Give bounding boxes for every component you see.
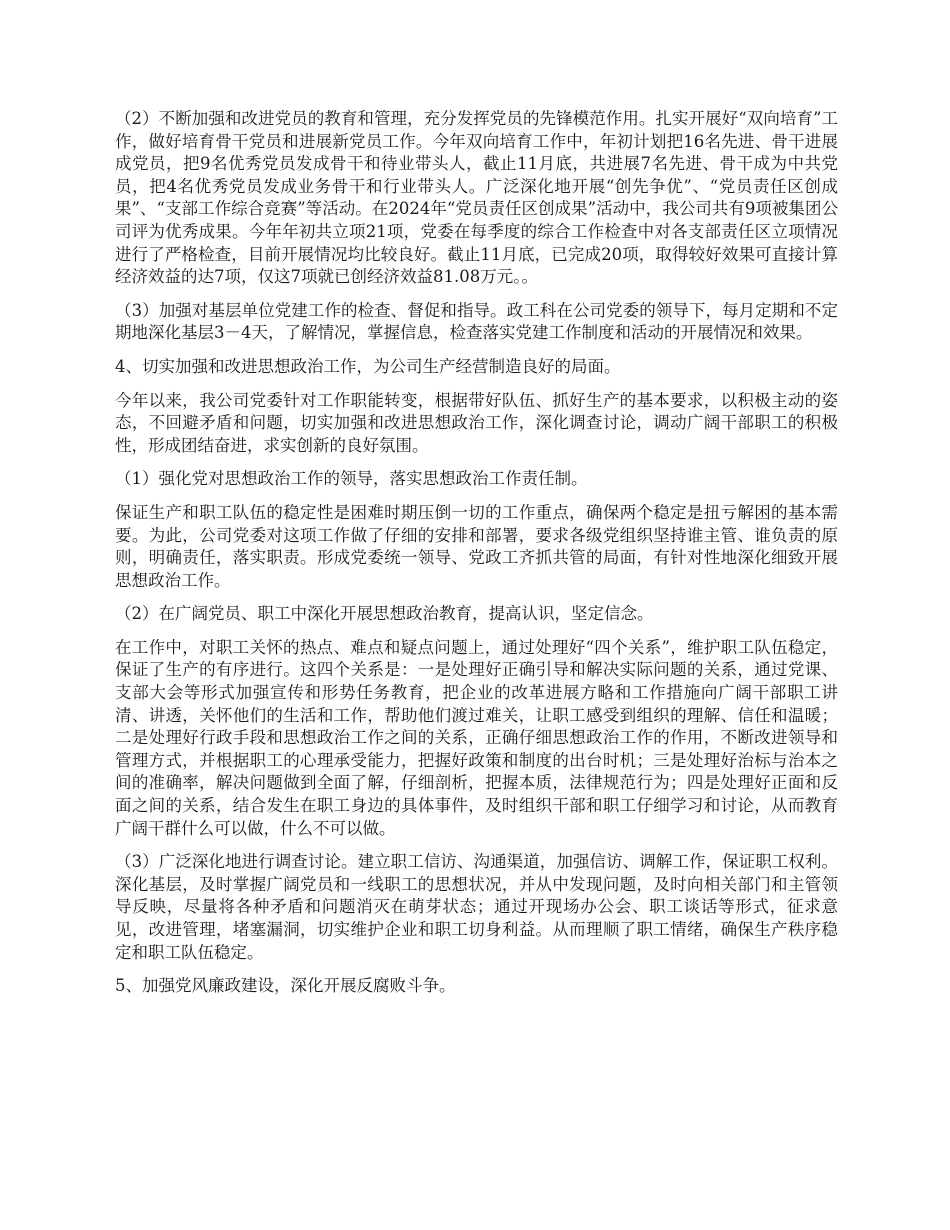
document-body	[115, 108, 838, 1009]
paragraph-cultivate-members: （2）不断加强和改进党员的教育和管理，充分发挥党员的先锋模范作用。扎实开展好“双向培育”工作，做好培育骨干党员和进展新党员工作。今年双向培育工作中，年初计划把16名先进、骨干进展成党员，把9名优秀党员发成骨干和待业带头人，截止11月底，共进展7名先进、骨干成为中共党员，把4名优秀党员发成业务骨干和行业带头人。广泛深化地开展“创先争优”、“党员责任区创成果”、“支部工作综合竞赛”等活动。在2024年“党员责任区创成果”活动中，我公司共有9项被集团公司评为优秀成果。今年年初共立项21项，党委在每季度的综合工作检查中对各支部责任区立项情况进行了严格检查，目前开展情况均比较良好。截止11月底，已完成20项，取得较好效果可直接计算经济效益的达7项，仅这7项就已创经济效益81.08万元。。	[115, 109, 838, 287]
paragraph-intro-ideological-work: 今年以来，我公司党委针对工作职能转变，根据带好队伍、抓好生产的基本要求，以积极主动的姿态，不回避矛盾和问题，切实加强和改进思想政治工作，深化调查讨论，调动广阔干部职工的积极性，形成团结奋进，求实创新的良好氛围。	[115, 390, 838, 455]
paragraph-investigation: （3）广泛深化地进行调查讨论。建立职工信访、沟通渠道，加强信访、调解工作，保证职工权利。深化基层，及时掌握广阔党员和一线职工的思想状况，并从中发现问题，及时向相关部门和主管领导反映，尽量将各种矛盾和问题消灭在萌芽状态；通过开现场办公会、职工谈话等形式，征求意见，改进管理，堵塞漏洞，切实维护企业和职工切身利益。从而理顺了职工情绪，确保生产秩序稳定和职工队伍稳定。	[115, 852, 838, 962]
paragraph-grassroots-inspection: （3）加强对基层单位党建工作的检查、督促和指导。政工科在公司党委的领导下，每月定期和不定期地深化基层3－4天，了解情况，掌握信息，检查落实党建工作制度和活动的开展情况和效果。	[115, 300, 838, 343]
paragraph-four-relations: 在工作中，对职工关怀的热点、难点和疑点问题上，通过处理好“四个关系”，维护职工队伍稳定，保证了生产的有序进行。这四个关系是：一是处理好正确引导和解决实际问题的关系，通过党课、支部大会等形式加强宣传和形势任务教育，把企业的改革进展方略和工作措施向广阔干部职工讲清、讲透，关怀他们的生活和工作，帮助他们渡过难关，让职工感受到组织的理解、信任和温暖；二是处理好行政手段和思想政治工作之间的关系，正确仔细思想政治工作的作用，不断改进领导和管理方式，并根据职工的心理承受能力，把握好政策和制度的出台时机；三是处理好治标与治本之间的准确率，解决问题做到全面了解，仔细剖析，把握本质，法律规范行为；四是处理好正面和反面之间的关系，结合发生在职工身边的具体事件，及时组织干部和职工仔细学习和讨论，从而教育广阔干群什么可以做，什么不可以做。	[115, 637, 838, 838]
section-heading-ideological-work: 4、切实加强和改进思想政治工作，为公司生产经营制造良好的局面。	[115, 356, 621, 376]
subheading-political-education: （2）在广阔党员、职工中深化开展思想政治教育，提高认识，坚定信念。	[115, 604, 654, 624]
subheading-party-leadership: （1）强化党对思想政治工作的领导，落实思想政治工作责任制。	[115, 469, 588, 489]
section-heading-anti-corruption: 5、加强党风廉政建设，深化开展反腐败斗争。	[115, 976, 456, 996]
paragraph-stability: 保证生产和职工队伍的稳定性是困难时期压倒一切的工作重点，确保两个稳定是扭亏解困的基本需要。为此，公司党委对这项工作做了仔细的安排和部署，要求各级党组织坚持谁主管、谁负责的原则，明确责任，落实职责。形成党委统一领导、党政工齐抓共管的局面，有针对性地深化细致开展思想政治工作。	[115, 502, 838, 590]
